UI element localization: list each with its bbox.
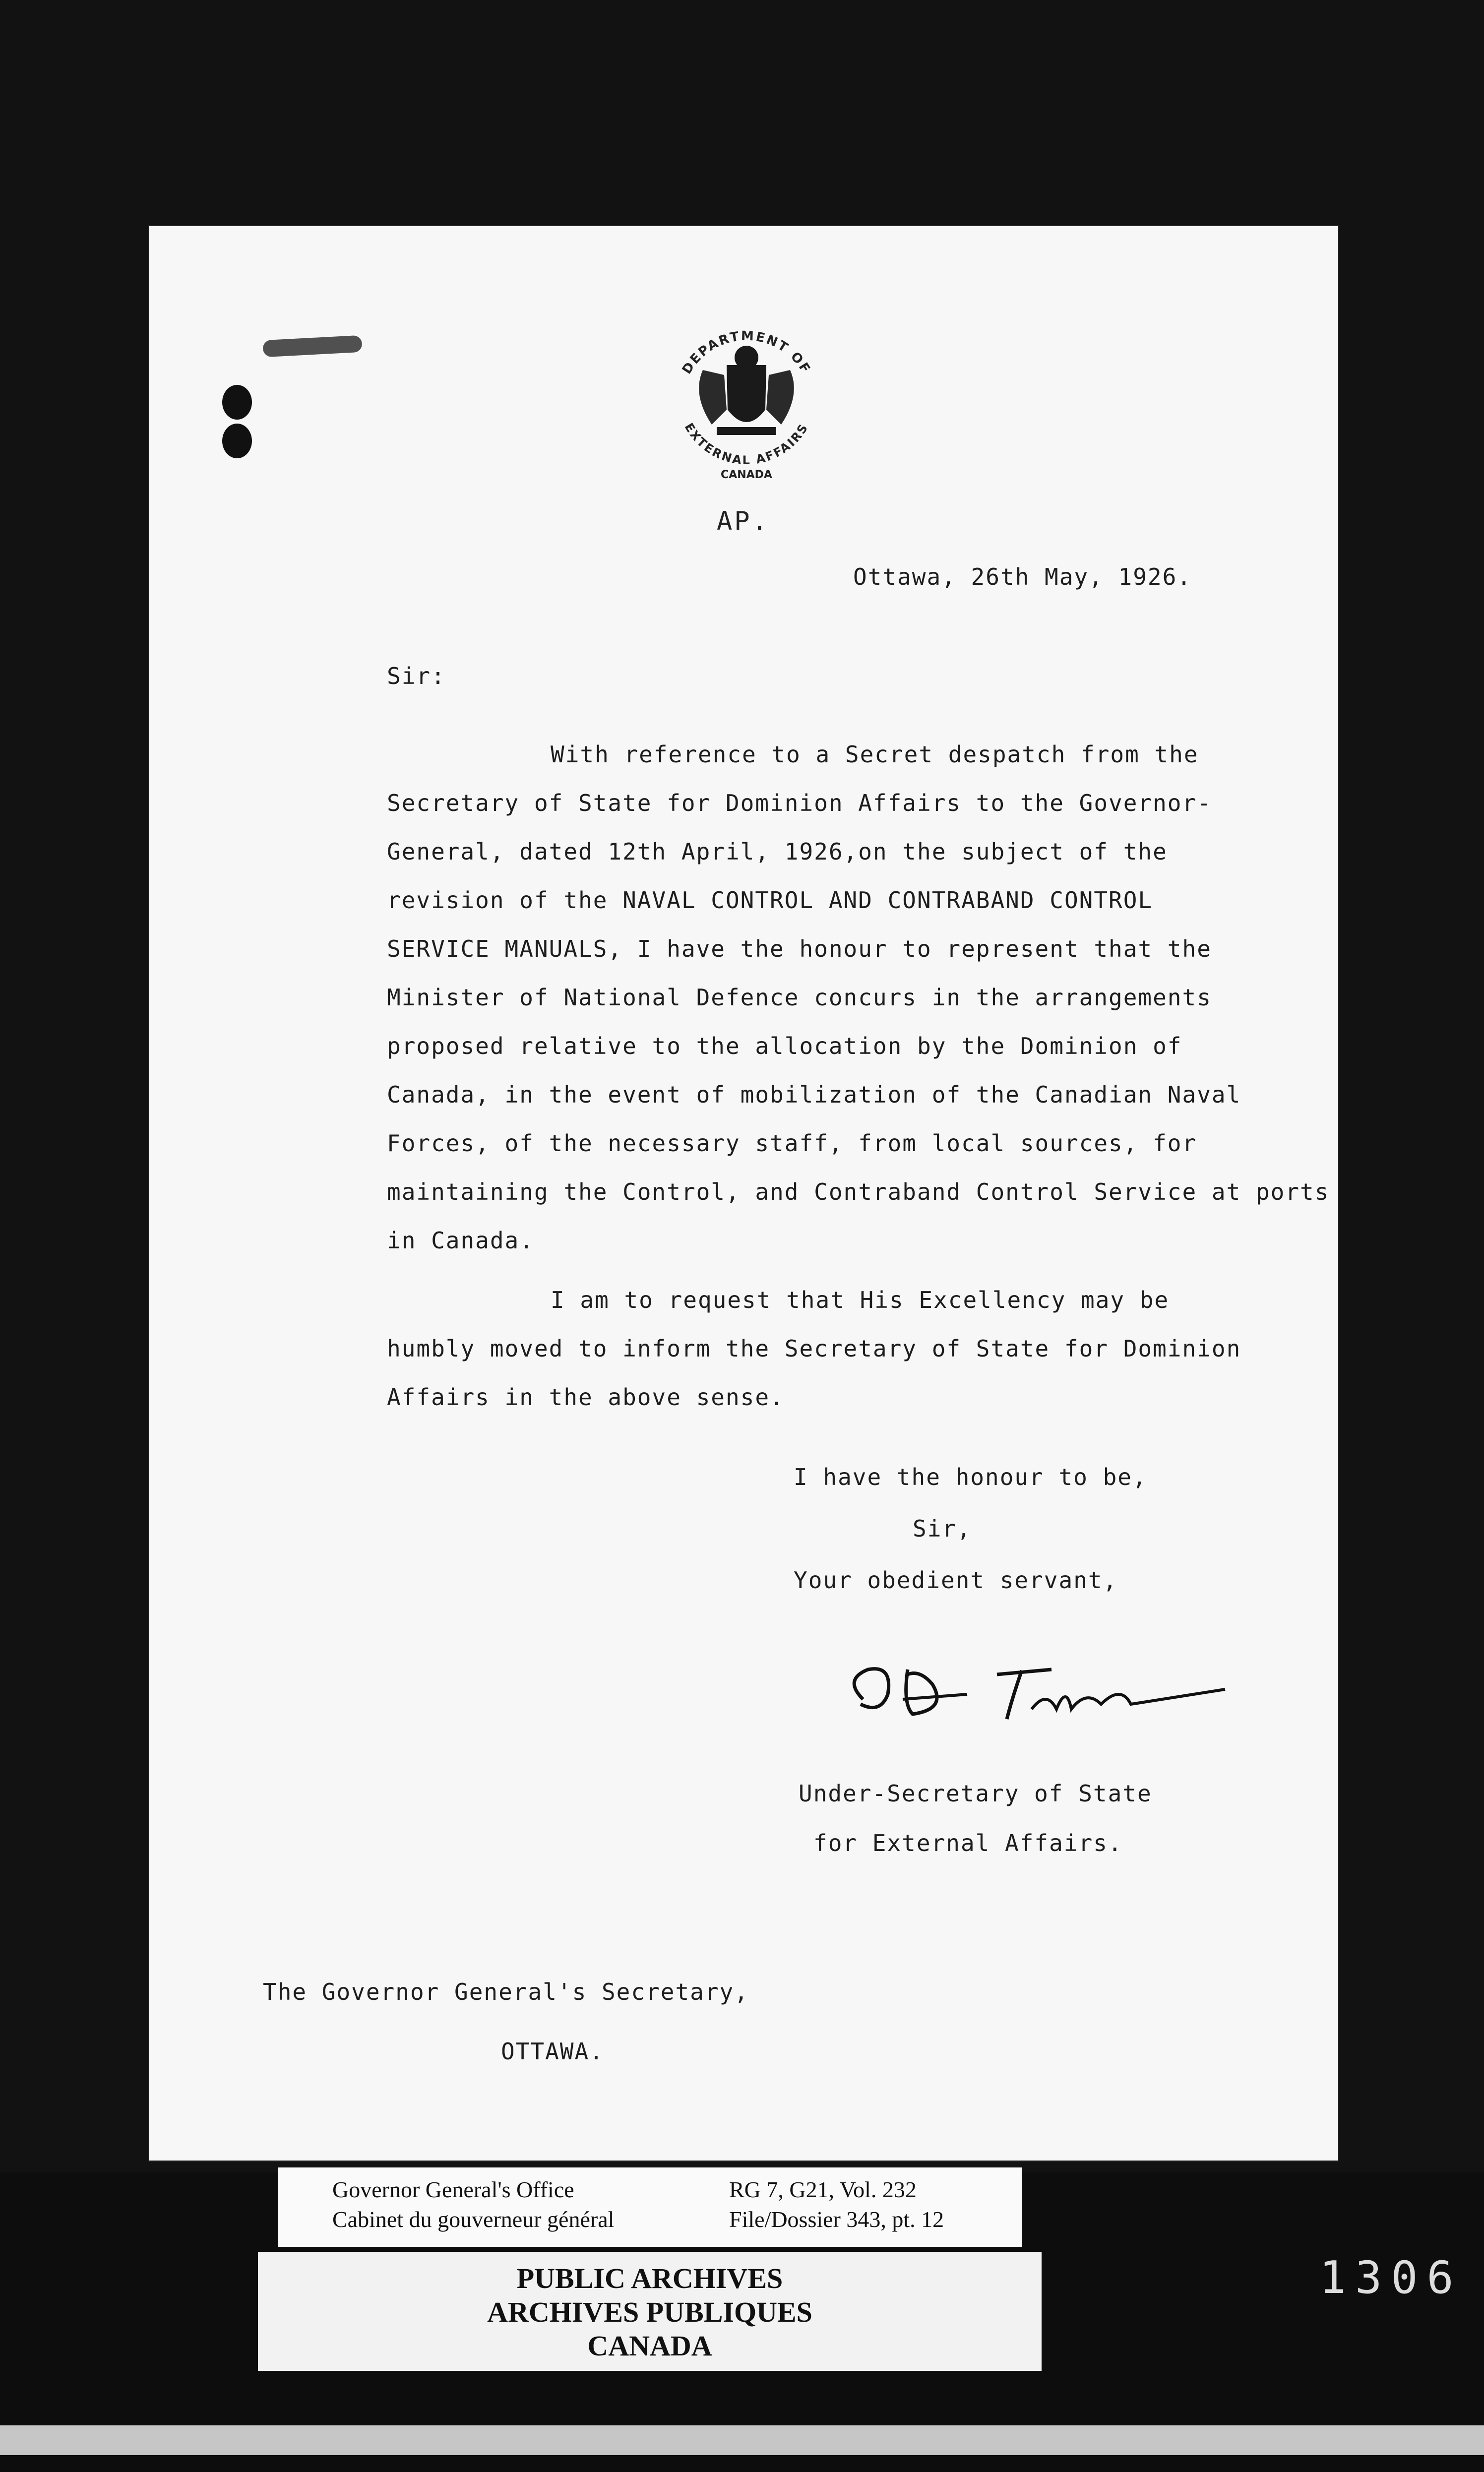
closing-line: I have the honour to be, — [794, 1464, 1147, 1490]
closing-block — [794, 1451, 1147, 1606]
punch-hole-top — [222, 385, 252, 420]
stamp-line: ARCHIVES PUBLIQUES — [487, 2296, 812, 2328]
archive-file: File/Dossier 343, pt. 12 — [729, 2207, 944, 2232]
body-paragraph-2 — [387, 1276, 1319, 1421]
punch-hole-bottom — [222, 424, 252, 458]
stamp-line: CANADA — [587, 2330, 712, 2362]
body-line: Minister of National Defence concurs in the arrangements — [387, 984, 1212, 1011]
seal-text-country: CANADA — [721, 469, 772, 481]
handwritten-signature — [833, 1640, 1240, 1739]
signer-title-line: Under-Secretary of State — [799, 1780, 1152, 1807]
closing-line: Sir, — [913, 1515, 972, 1542]
body-line: revision of the NAVAL CONTROL AND CONTRABAND CONTROL — [387, 887, 1153, 914]
signer-title-line: for External Affairs. — [813, 1830, 1123, 1856]
body-line: humbly moved to inform the Secretary of State for Dominion — [387, 1335, 1241, 1362]
body-line: in Canada. — [387, 1227, 534, 1254]
body-line: General, dated 12th April, 1926,on the subject of the — [387, 838, 1168, 865]
body-line: SERVICE MANUALS, I have the honour to represent that the — [387, 935, 1212, 962]
salutation: Sir: — [387, 663, 446, 689]
archive-reference-label — [278, 2167, 1022, 2247]
body-line: With reference to a Secret despatch from the — [551, 741, 1199, 768]
ink-smudge — [262, 335, 363, 357]
seal-text-top: DEPARTMENT OF — [679, 328, 814, 377]
stamp-line: PUBLIC ARCHIVES — [516, 2262, 783, 2294]
seal-text-bottom: EXTERNAL AFFAIRS — [681, 421, 811, 468]
addressee-line: OTTAWA. — [501, 2038, 604, 2065]
body-line: Secretary of State for Dominion Affairs to the Governor- — [387, 790, 1212, 816]
body-line: maintaining the Control, and Contraband Control Service at ports — [387, 1178, 1330, 1205]
archive-reference: RG 7, G21, Vol. 232 — [729, 2177, 917, 2202]
signer-title — [799, 1769, 1152, 1868]
body-paragraph-1 — [387, 730, 1330, 1265]
reference-initials: AP. — [717, 506, 769, 536]
body-line: I am to request that His Excellency may be — [551, 1287, 1170, 1313]
body-line: Canada, in the event of mobilization of the Canadian Naval — [387, 1081, 1241, 1108]
closing-line: Your obedient servant, — [794, 1567, 1118, 1594]
public-archives-stamp — [258, 2252, 1042, 2371]
letter-date: Ottawa, 26th May, 1926. — [853, 563, 1192, 590]
addressee-line: The Governor General's Secretary, — [263, 1978, 749, 2005]
body-line: proposed relative to the allocation by the Dominion of — [387, 1033, 1182, 1059]
department-seal-icon — [657, 310, 836, 489]
body-line: Forces, of the necessary staff, from local sources, for — [387, 1130, 1197, 1157]
body-line: Affairs in the above sense. — [387, 1384, 785, 1411]
frame-number: 1306 — [1319, 2252, 1463, 2304]
office-en: Governor General's Office — [332, 2177, 574, 2202]
film-edge — [0, 2425, 1484, 2455]
addressee-block — [263, 1962, 749, 2081]
office-fr: Cabinet du gouverneur général — [332, 2207, 615, 2232]
letter-page — [149, 226, 1338, 2161]
